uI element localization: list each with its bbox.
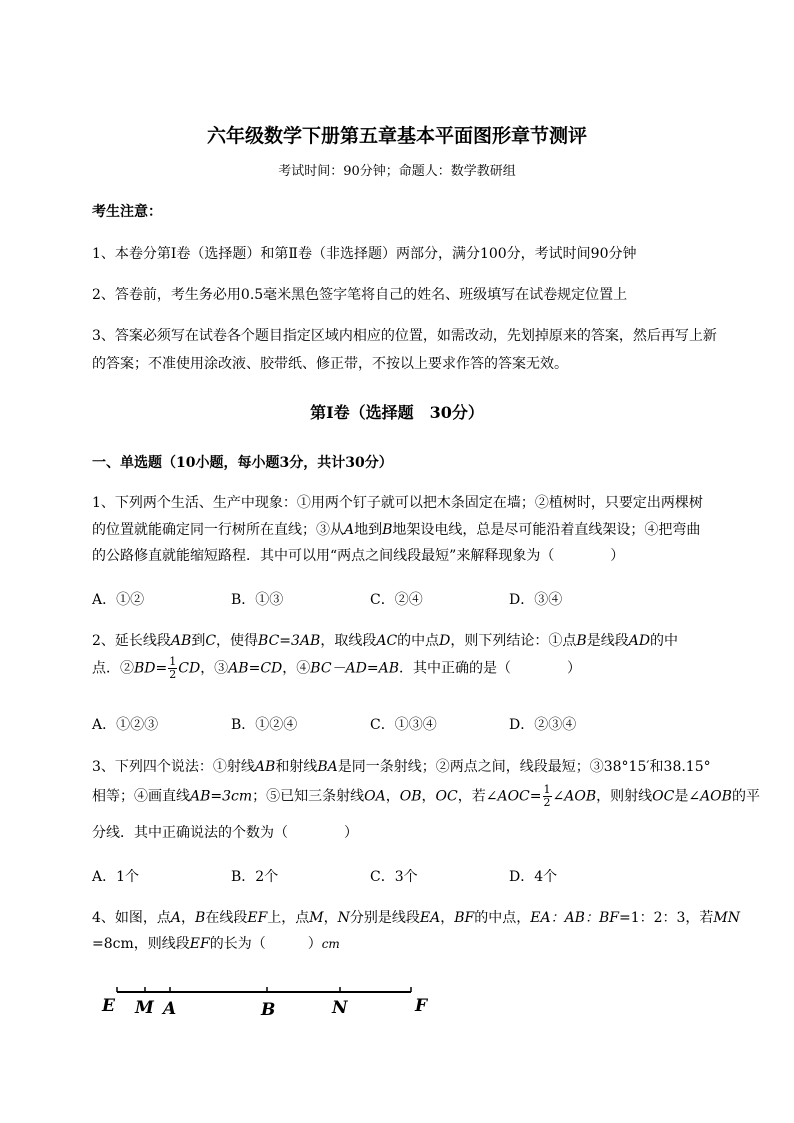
q1-option-a[interactable]: A．①② xyxy=(92,592,145,608)
label-m: M xyxy=(135,998,154,1018)
notice-item-1: 1、本卷分第Ⅰ卷（选择题）和第Ⅱ卷（非选择题）两部分，满分100分，考试时间90分钟 xyxy=(92,246,637,262)
section-title: 第Ⅰ卷（选择题 30分） xyxy=(310,403,484,422)
q3-line-2: 相等；④画直线AB=3cm；⑤已知三条射线OA，OB，OC，若∠AOC= $\frac{1}{2}$ ∠AOB，则射线OC是∠AOB的平 xyxy=(92,783,760,809)
label-f: F xyxy=(415,996,428,1016)
notice-item-2: 2、答卷前，考生务必用0.5毫米黑色签字笔将自己的姓名、班级填写在试卷规定位置上 xyxy=(92,287,628,303)
q2-option-a[interactable]: A．①②③ xyxy=(92,717,159,733)
fraction-one-half: $\frac{1}{2}$ xyxy=(169,655,177,681)
page-subtitle: 考试时间：90分钟；命题人：数学教研组 xyxy=(278,164,516,179)
q3-option-d[interactable]: D．4个 xyxy=(509,869,558,885)
q1-line-3: 的公路修直就能缩短路程．其中可以用“两点之间线段最短”来解释现象为（ ） xyxy=(92,548,625,564)
q1-line-1: 1、下列两个生活、生产中现象：①用两个钉子就可以把木条固定在墙；②植树时，只要定出两棵树 xyxy=(92,495,703,511)
q1-option-c[interactable]: C．②④ xyxy=(370,592,423,608)
q2-line-2: 点．②BD= $\frac{1}{2}$ CD，③AB=CD，④BC－AD=AB．其中正确的是（ ） xyxy=(92,655,581,681)
q4-line-1: 4、如图，点A，B在线段EF上，点M，N分别是线段EA，BF的中点，EA：AB：BF=1：2：3，若MN xyxy=(92,910,741,926)
label-n: N xyxy=(332,998,348,1018)
q2-line-1: 2、延长线段AB到C，使得BC=3AB，取线段AC的中点D，则下列结论：①点B是线段AD的中 xyxy=(92,633,679,649)
q2-option-d[interactable]: D．②③④ xyxy=(509,717,577,733)
q3-line-1: 3、下列四个说法：①射线AB和射线BA是同一条射线；②两点之间，线段最短；③38°15′和38.15° xyxy=(92,759,711,775)
page-title: 六年级数学下册第五章基本平面图形章节测评 xyxy=(206,125,587,147)
part-heading: 一、单选题（10小题，每小题3分，共计30分） xyxy=(92,455,393,471)
q1-line-2: 的位置就能确定同一行树所在直线；③从A地到B地架设电线，总是尽可能沿着直线架设；④把弯曲 xyxy=(92,522,701,538)
q3-option-b[interactable]: B．2个 xyxy=(231,869,279,885)
q1-option-d[interactable]: D．③④ xyxy=(509,592,563,608)
segment-figure xyxy=(95,980,440,1030)
label-b: B xyxy=(261,1000,276,1020)
q1-option-b[interactable]: B．①③ xyxy=(231,592,284,608)
q2-option-c[interactable]: C．①③④ xyxy=(370,717,437,733)
q4-line-2: =8cm，则线段EF的长为（ ）cm xyxy=(92,936,340,952)
label-e: E xyxy=(102,996,115,1016)
label-a: A xyxy=(163,999,177,1019)
notice-item-3: 3、答案必须写在试卷各个题目指定区域内相应的位置，如需改动，先划掉原来的答案，然后再写上新 xyxy=(92,328,717,344)
q3-line-3: 分线．其中正确说法的个数为（ ） xyxy=(92,825,358,841)
q2-option-b[interactable]: B．①②④ xyxy=(231,717,298,733)
q3-option-a[interactable]: A．1个 xyxy=(92,869,140,885)
fraction-one-half: $\frac{1}{2}$ xyxy=(543,783,551,809)
q3-option-c[interactable]: C．3个 xyxy=(370,869,418,885)
notice-item-3-cont: 的答案；不准使用涂改液、胶带纸、修正带，不按以上要求作答的答案无效。 xyxy=(92,356,568,372)
notice-heading: 考生注意： xyxy=(92,204,162,220)
